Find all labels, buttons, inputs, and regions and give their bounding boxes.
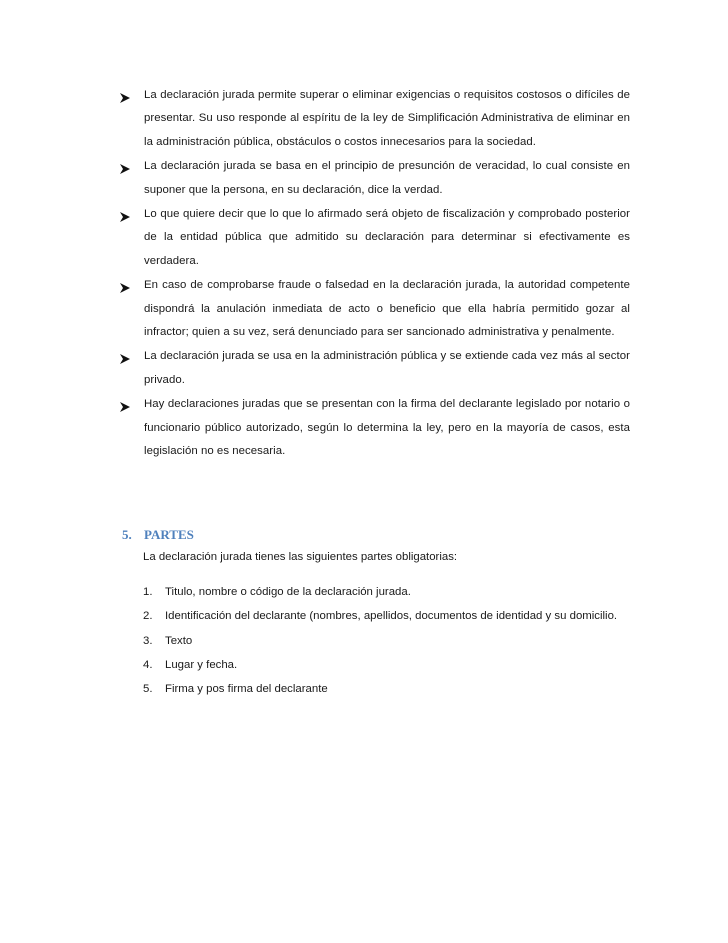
arrowhead-bullet-icon: [119, 353, 131, 365]
section-heading: [122, 527, 194, 543]
list-item: [143, 654, 630, 677]
arrowhead-bullet-icon: [119, 401, 131, 413]
bullet-text: La declaración jurada se basa en el principio de presunción de veracidad, lo cual consiste en suponer que la persona, en su declaración, dice la verdad.: [144, 160, 630, 196]
bullet-list: [119, 84, 630, 465]
list-item: [119, 345, 630, 392]
list-number: 5.: [143, 683, 153, 696]
list-text: Titulo, nombre o código de la declaración jurada.: [165, 586, 411, 598]
list-text: Firma y pos firma del declarante: [165, 683, 328, 696]
bullet-text: La declaración jurada permite superar o eliminar exigencias o requisitos costosos o difíciles de presentar. Su uso responde al espíritu de la ley de Simplificación Administrativa de eliminar en la administración pública, obstáculos o costos innecesarios para la sociedad.: [144, 89, 630, 148]
list-item: [119, 393, 630, 463]
list-item: [119, 203, 630, 273]
parts-list: [143, 581, 630, 702]
bullet-text: Hay declaraciones juradas que se presentan con la firma del declarante legislado por notario o funcionario público autorizado, según lo determina la ley, pero en la mayoría de casos, esta legislación no es necesaria.: [144, 398, 630, 458]
section-number: 5.: [122, 527, 132, 542]
arrowhead-bullet-icon: [119, 163, 131, 175]
arrowhead-bullet-icon: [119, 211, 131, 223]
bullet-text: La declaración jurada se usa en la administración pública y se extiende cada vez más al sector privado.: [144, 350, 630, 386]
list-text: Identificación del declarante (nombres, apellidos, documentos de identidad y su domicilio.: [165, 610, 618, 623]
list-item: [119, 155, 630, 202]
bullet-text: Lo que quiere decir que lo que lo afirmado será objeto de fiscalización y comprobado posterior de la entidad pública que admitido su declaración para determinar si efectivamente es verdadera.: [144, 208, 630, 267]
arrowhead-bullet-icon: [119, 282, 131, 294]
list-item: [143, 581, 630, 604]
list-item: [119, 274, 630, 344]
list-number: 1.: [143, 586, 153, 598]
list-item: [119, 84, 630, 154]
section-title: PARTES: [144, 527, 194, 542]
list-text: Texto: [165, 634, 193, 647]
list-item: [143, 630, 630, 653]
list-number: 4.: [143, 658, 153, 671]
list-item: [143, 605, 630, 628]
bullet-text: En caso de comprobarse fraude o falsedad en la declaración jurada, la autoridad competente dispondrá la anulación inmediata de acto o beneficio que ella habría permitido gozar al infractor; quien a su vez, será denunciado para ser sancionado administrativa y penalmente.: [144, 279, 630, 339]
arrowhead-bullet-icon: [119, 92, 131, 104]
list-number: 2.: [143, 610, 153, 623]
list-number: 3.: [143, 634, 153, 647]
section-intro: La declaración jurada tienes las siguientes partes obligatorias:: [143, 551, 458, 563]
list-text: Lugar y fecha.: [165, 658, 238, 671]
list-item: [143, 678, 630, 701]
